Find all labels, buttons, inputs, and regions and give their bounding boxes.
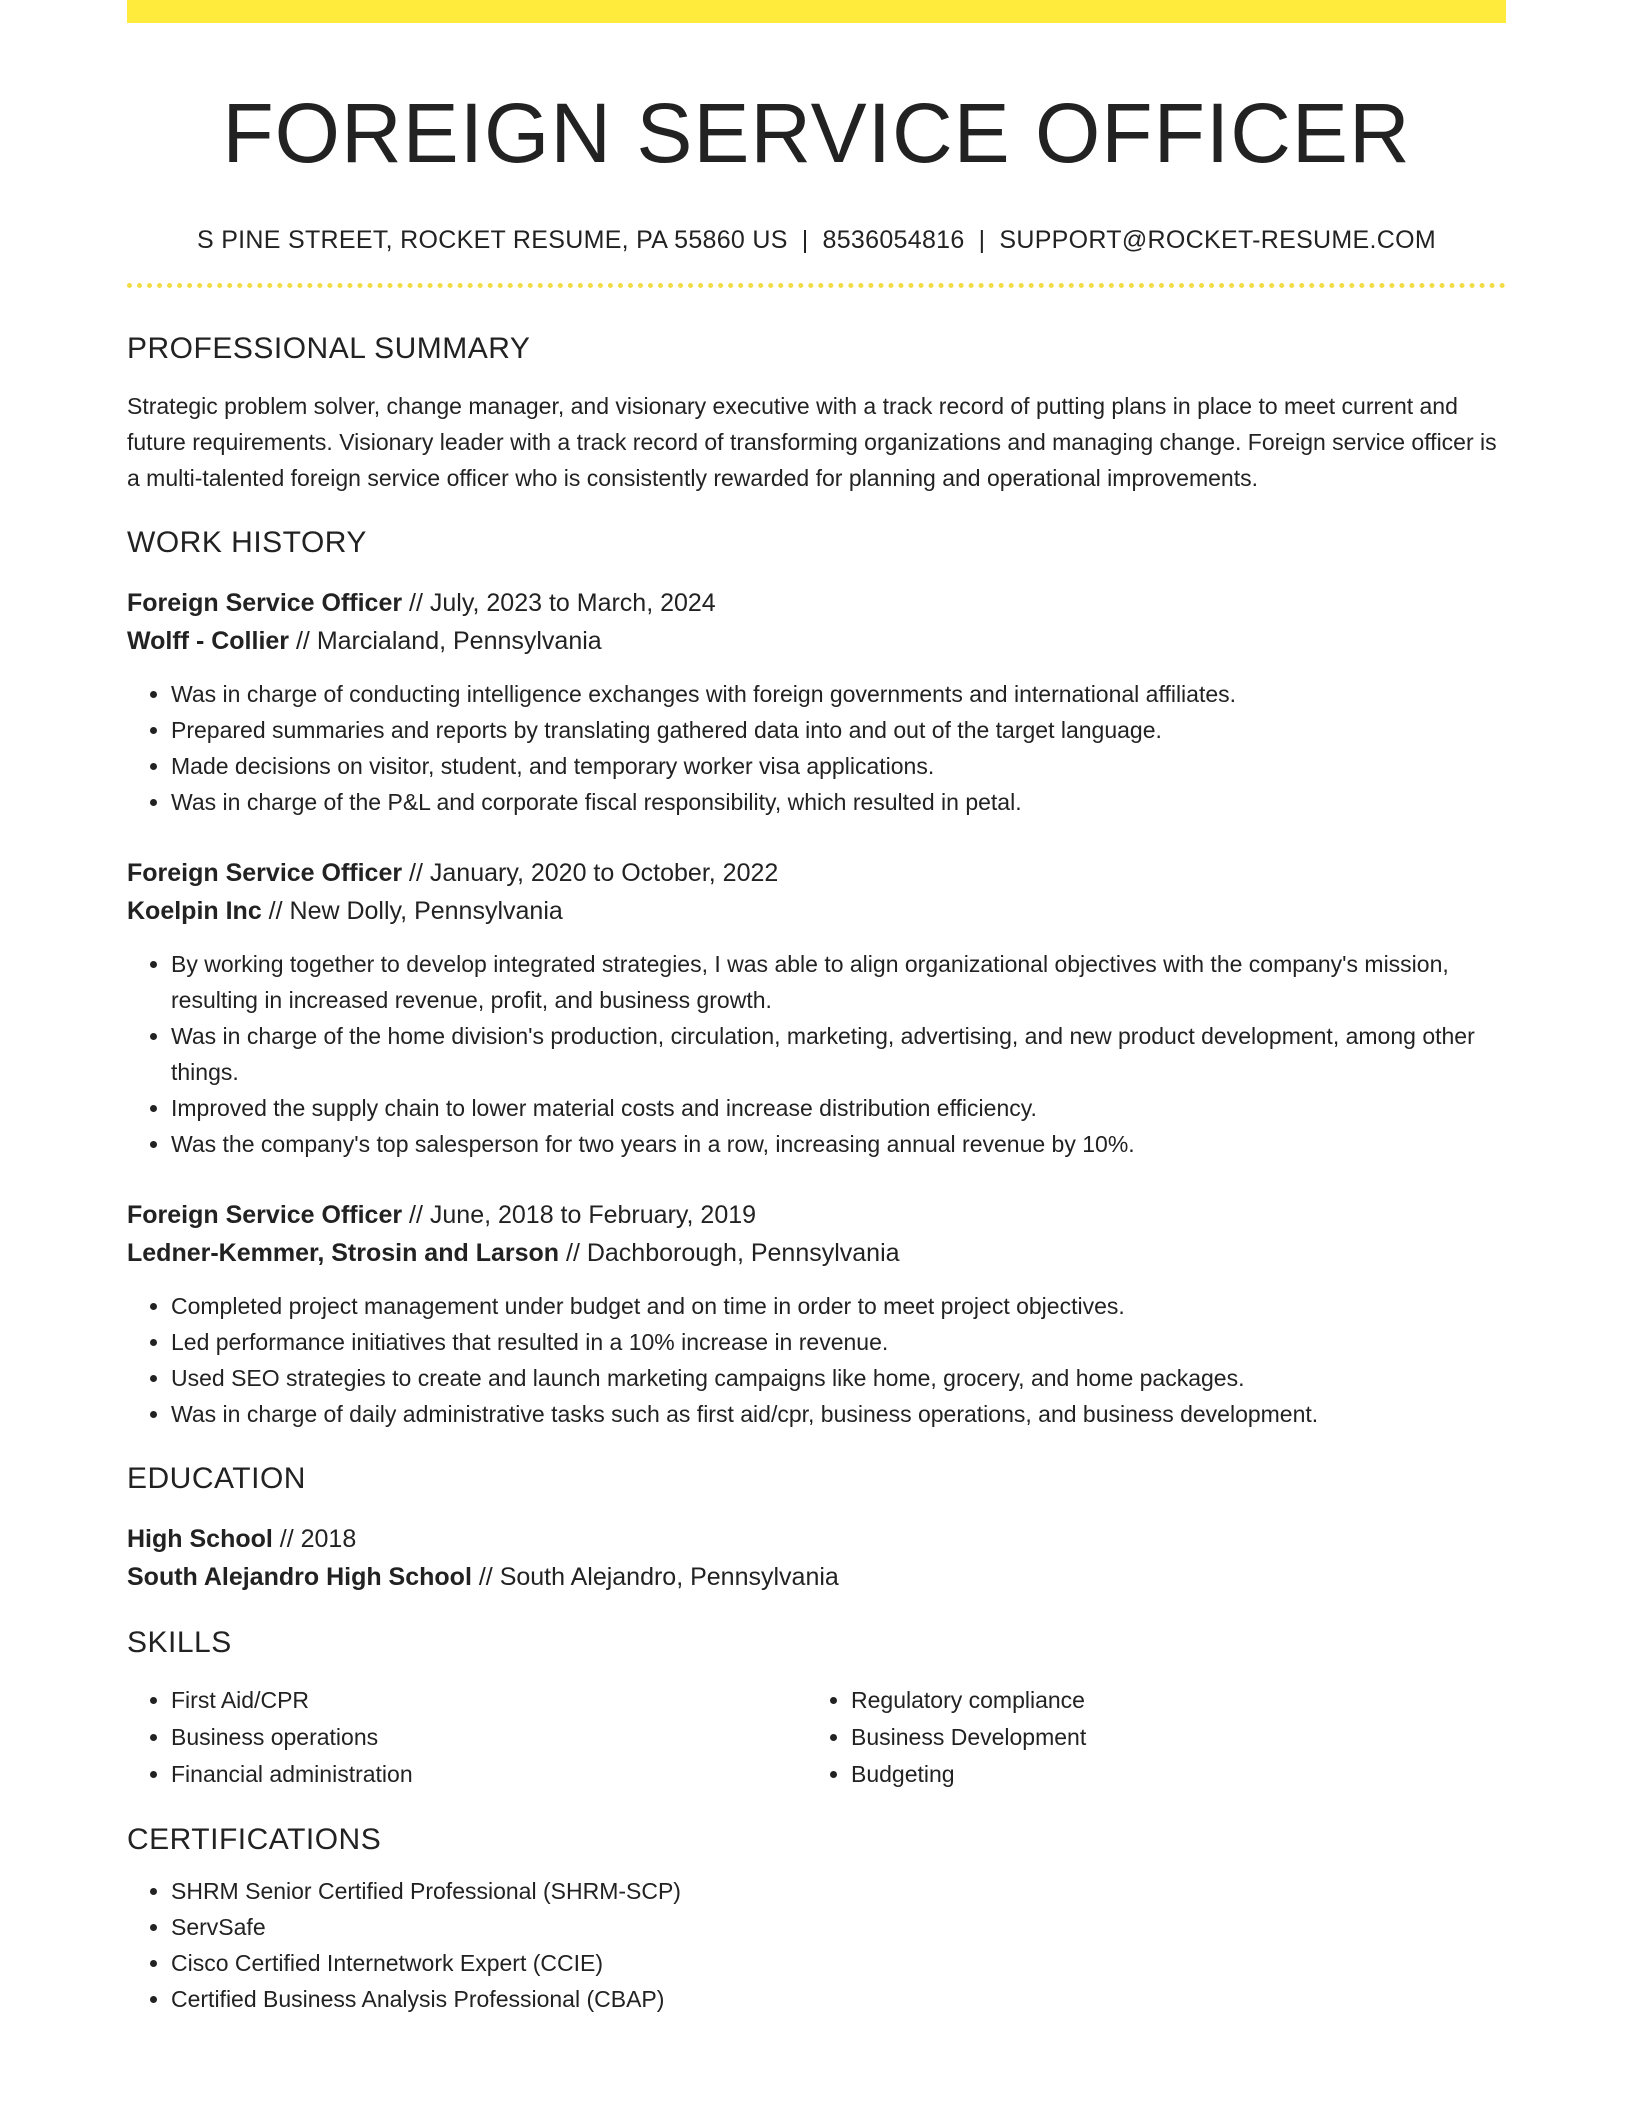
education-heading: EDUCATION — [127, 1461, 306, 1495]
certification-item: • ServSafe — [171, 1909, 1506, 1945]
work-history-heading: WORK HISTORY — [127, 525, 367, 559]
skill-item: • Financial administration — [171, 1756, 807, 1793]
job-dates: // July, 2023 to March, 2024 — [402, 588, 716, 617]
skills-column-right — [807, 1682, 1487, 1793]
skills-heading: SKILLS — [127, 1625, 232, 1659]
education-school-line — [127, 1558, 1506, 1596]
list-item: • Completed project management under budget and on time in order to meet project objectives. — [171, 1288, 1506, 1324]
job-role: Foreign Service Officer — [127, 1200, 403, 1229]
list-item: • Prepared summaries and reports by translating gathered data into and out of the target language. — [171, 712, 1506, 748]
contact-email: SUPPORT@ROCKET-RESUME.COM — [999, 225, 1436, 254]
certification-item: • SHRM Senior Certified Professional (SHRM-SCP) — [171, 1873, 1506, 1909]
job-bullets — [127, 1288, 1506, 1432]
skill-item: • Business Development — [851, 1719, 1487, 1756]
job-company-line — [127, 892, 1506, 930]
list-item: • By working together to develop integrated strategies, I was able to align organizational objectives with the company's mission, resulting in increased revenue, profit, and business growth. — [171, 946, 1506, 1018]
job-entry — [127, 854, 1506, 1162]
job-role: Foreign Service Officer — [127, 588, 403, 617]
list-item: • Used SEO strategies to create and launch marketing campaigns like home, grocery, and home packages. — [171, 1360, 1506, 1396]
job-dates: // June, 2018 to February, 2019 — [402, 1200, 757, 1229]
skills-column-left — [127, 1682, 807, 1793]
education-degree-line — [127, 1520, 1506, 1558]
dotted-divider — [127, 283, 1506, 288]
job-title-line — [127, 584, 1506, 622]
certifications-list — [127, 1873, 1506, 2017]
job-entry — [127, 584, 1506, 820]
job-location: // Marcialand, Pennsylvania — [289, 626, 602, 655]
contact-line — [127, 226, 1506, 255]
list-item: • Was in charge of daily administrative tasks such as first aid/cpr, business operations, and business development. — [171, 1396, 1506, 1432]
education-school: South Alejandro High School — [127, 1562, 472, 1591]
summary-text: Strategic problem solver, change manager, and visionary executive with a track record of putting plans in place to meet current and future requirements. Visionary leader with a track record of transforming organizations and managing change. Foreign service officer is a multi-talented foreign service officer who is consistently rewarded for planning and operational improvements. — [127, 392, 1497, 491]
list-item: • Improved the supply chain to lower material costs and increase distribution efficiency. — [171, 1090, 1506, 1126]
job-title-line — [127, 854, 1506, 892]
contact-address: S PINE STREET, ROCKET RESUME, PA 55860 US — [196, 225, 788, 254]
job-role: Foreign Service Officer — [127, 858, 403, 887]
summary-heading: PROFESSIONAL SUMMARY — [127, 331, 531, 365]
skill-item: • Budgeting — [851, 1756, 1487, 1793]
education-entry — [127, 1520, 1506, 1596]
certification-item: • Certified Business Analysis Professional (CBAP) — [171, 1981, 1506, 2017]
job-company: Ledner-Kemmer, Strosin and Larson — [127, 1238, 560, 1267]
certifications-heading: CERTIFICATIONS — [127, 1822, 382, 1856]
list-item: • Led performance initiatives that resulted in a 10% increase in revenue. — [171, 1324, 1506, 1360]
education-location: // South Alejandro, Pennsylvania — [471, 1562, 839, 1591]
job-location: // Dachborough, Pennsylvania — [559, 1238, 900, 1267]
contact-separator: | — [978, 225, 986, 254]
contact-separator: | — [801, 225, 809, 254]
list-item: • Made decisions on visitor, student, and temporary worker visa applications. — [171, 748, 1506, 784]
job-bullets — [127, 946, 1506, 1162]
job-location: // New Dolly, Pennsylvania — [261, 896, 563, 925]
list-item: • Was in charge of the P&L and corporate fiscal responsibility, which resulted in petal. — [171, 784, 1506, 820]
skill-item: • Business operations — [171, 1719, 807, 1756]
skills-grid — [127, 1682, 1506, 1793]
list-item: • Was the company's top salesperson for two years in a row, increasing annual revenue by 10%. — [171, 1126, 1506, 1162]
education-year: // 2018 — [272, 1524, 357, 1553]
education-degree: High School — [127, 1524, 273, 1553]
skill-item: • Regulatory compliance — [851, 1682, 1487, 1719]
skill-item: • First Aid/CPR — [171, 1682, 807, 1719]
list-item: • Was in charge of the home division's production, circulation, marketing, advertising, and new product development, among other things. — [171, 1018, 1506, 1090]
job-company-line — [127, 622, 1506, 660]
certification-item: • Cisco Certified Internetwork Expert (CCIE) — [171, 1945, 1506, 1981]
job-company-line — [127, 1234, 1506, 1272]
job-entry — [127, 1196, 1506, 1432]
job-title-line — [127, 1196, 1506, 1234]
job-company: Wolff - Collier — [127, 626, 290, 655]
accent-bar — [127, 0, 1506, 23]
job-company: Koelpin Inc — [127, 896, 262, 925]
resume-page — [127, 0, 1506, 2017]
list-item: • Was in charge of conducting intelligence exchanges with foreign governments and international affiliates. — [171, 676, 1506, 712]
job-bullets — [127, 676, 1506, 820]
contact-phone: 8536054816 — [822, 225, 965, 254]
job-dates: // January, 2020 to October, 2022 — [402, 858, 779, 887]
resume-title: FOREIGN SERVICE OFFICER — [222, 86, 1411, 180]
